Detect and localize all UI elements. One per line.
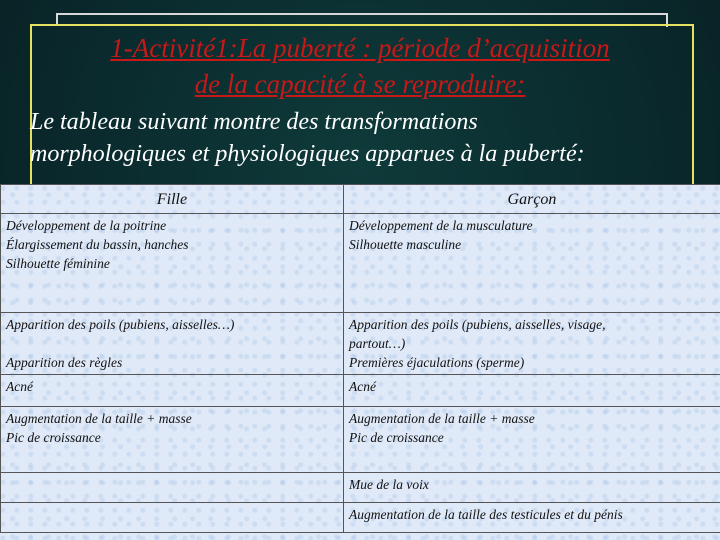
cell-line: Apparition des poils (pubiens, aisselles, visage,	[349, 317, 606, 332]
cell-line: Pic de croissance	[349, 430, 444, 445]
cell-garcon-acne: Acné	[344, 375, 720, 407]
title-line-1: 1-Activité1:La puberté : période d’acquisition	[110, 33, 610, 63]
cell-line: Premières éjaculations (sperme)	[349, 355, 525, 370]
table-row	[1, 407, 720, 473]
table-row	[1, 375, 720, 407]
cell-fille-growth	[1, 407, 344, 473]
table-row	[1, 503, 720, 533]
cell-fille-acne: Acné	[1, 375, 344, 407]
header-garcon: Garçon	[344, 185, 720, 214]
cell-line: Augmentation de la taille + masse	[6, 411, 192, 426]
comparison-table	[0, 184, 720, 533]
intro-text	[30, 106, 710, 170]
intro-line-1: Le tableau suivant montre des transformations	[30, 109, 478, 135]
cell-garcon-voice: Mue de la voix	[344, 473, 720, 503]
frame-shadow-top	[56, 13, 668, 15]
intro-line-2: morphologiques et physiologiques apparues à la puberté:	[30, 141, 585, 167]
cell-garcon-genitals: Augmentation de la taille des testicules et du pénis	[344, 503, 720, 533]
slide-title	[0, 30, 720, 102]
cell-line: Apparition des règles	[6, 355, 123, 370]
cell-fille-morphology	[1, 214, 344, 313]
cell-fille-genitals	[1, 503, 344, 533]
cell-line: Apparition des poils (pubiens, aisselles…)	[6, 317, 235, 332]
cell-garcon-morphology	[344, 214, 720, 313]
cell-line: Développement de la musculature	[349, 218, 533, 233]
table-header-row	[1, 185, 720, 214]
table-row	[1, 313, 720, 375]
table-row	[1, 214, 720, 313]
cell-line: Pic de croissance	[6, 430, 101, 445]
cell-garcon-growth	[344, 407, 720, 473]
cell-line: Silhouette masculine	[349, 237, 462, 252]
header-fille: Fille	[1, 185, 344, 214]
cell-line: partout…)	[349, 336, 406, 351]
cell-line: Élargissement du bassin, hanches	[6, 237, 189, 252]
cell-line: Augmentation de la taille + masse	[349, 411, 535, 426]
title-line-2: de la capacité à se reproduire:	[194, 69, 526, 99]
cell-garcon-physiology	[344, 313, 720, 375]
cell-fille-physiology	[1, 313, 344, 375]
cell-line: Développement de la poitrine	[6, 218, 167, 233]
cell-line: Silhouette féminine	[6, 256, 110, 271]
comparison-table-container	[0, 184, 720, 540]
table-row	[1, 473, 720, 503]
cell-fille-voice	[1, 473, 344, 503]
